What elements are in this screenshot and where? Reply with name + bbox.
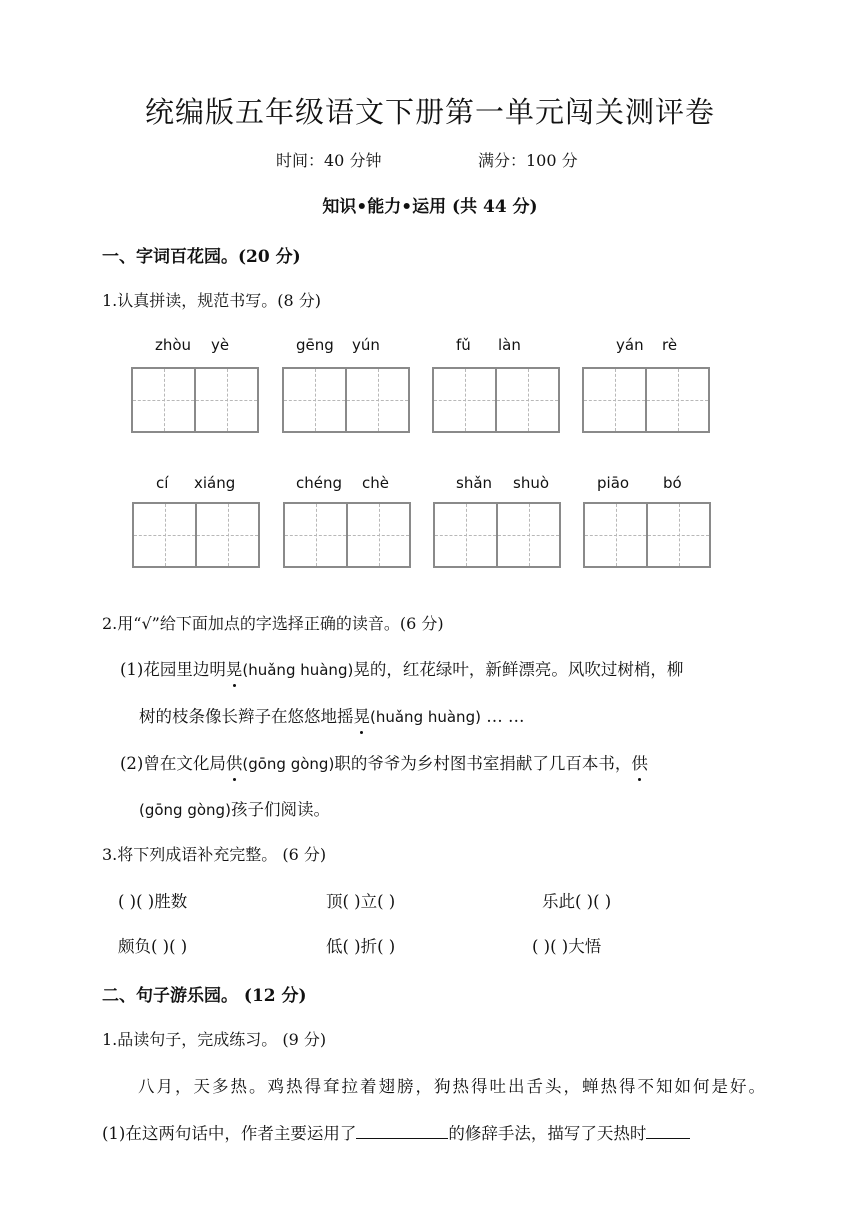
q2-sentence-1-line-2 <box>139 703 524 727</box>
sentence-text: 职的爷爷为乡村图书室捐献了几百本书， <box>334 754 632 773</box>
q1-prompt: 1.认真拼读，规范书写。(8 分) <box>102 291 322 310</box>
writing-grid[interactable] <box>583 502 711 566</box>
sentence-text: 晃的，红花绿叶，新鲜漂亮。风吹过树梢，柳 <box>353 660 684 679</box>
writing-grid[interactable] <box>282 367 410 431</box>
pinyin-options[interactable]: (gōng gòng) <box>242 755 335 773</box>
pinyin: gēng <box>296 336 334 354</box>
dotted-character: 供 <box>631 750 648 774</box>
pinyin: chè <box>362 474 389 492</box>
dotted-character: 晃 <box>354 703 371 727</box>
pinyin: shǎn <box>456 474 493 492</box>
s2-q1-prompt: 1.品读句子，完成练习。 (9 分) <box>102 1030 327 1049</box>
s2-q1-sub1 <box>102 1120 690 1144</box>
q2-sentence-2-line-2 <box>139 796 330 820</box>
pinyin: piāo <box>597 474 630 492</box>
pinyin: yán <box>616 336 644 354</box>
pinyin: chéng <box>296 474 343 492</box>
reading-passage: 八月，天多热。鸡热得耷拉着翅膀，狗热得吐出舌头，蝉热得不知如何是好。 <box>138 1077 767 1096</box>
idiom-item[interactable]: 颇负( )( ) <box>118 937 188 956</box>
dotted-character: 供 <box>226 750 243 774</box>
writing-grid[interactable] <box>432 367 560 431</box>
answer-blank[interactable] <box>646 1138 690 1139</box>
pinyin-options[interactable]: (huǎng huàng) <box>370 708 481 726</box>
sentence-text: (1)花园里边明 <box>120 660 226 679</box>
question-text: (1)在这两句话中，作者主要运用了 <box>102 1124 357 1143</box>
pinyin: xiáng <box>194 474 236 492</box>
q3-prompt: 3.将下列成语补充完整。 (6 分) <box>102 845 327 864</box>
writing-grid[interactable] <box>283 502 411 566</box>
idiom-item[interactable]: 低( )折( ) <box>326 937 396 956</box>
sentence-text: 孩子们阅读。 <box>230 800 330 819</box>
section2-title: 二、句子游乐园。 (12 分) <box>102 986 307 1006</box>
writing-grid[interactable] <box>132 502 260 566</box>
section1-title: 一、字词百花园。(20 分) <box>102 247 301 267</box>
pinyin-row-2 <box>0 474 860 504</box>
pinyin: rè <box>662 336 678 354</box>
pinyin: zhòu <box>155 336 192 354</box>
idiom-item[interactable]: ( )( )大悟 <box>532 937 602 956</box>
q2-sentence-2-line-1 <box>120 750 648 774</box>
page-title: 统编版五年级语文下册第一单元闯关测评卷 <box>144 95 715 129</box>
sentence-text: … … <box>480 707 525 726</box>
question-text: 的修辞手法，描写了天热时 <box>448 1124 647 1143</box>
sentence-text: 树的枝条像长辫子在悠悠地摇 <box>139 707 354 726</box>
pinyin: bó <box>663 474 682 492</box>
writing-grid[interactable] <box>582 367 710 431</box>
pinyin: cí <box>156 474 169 492</box>
idiom-item[interactable]: ( )( )胜数 <box>118 892 188 911</box>
pinyin: làn <box>498 336 521 354</box>
q2-prompt: 2.用“√”给下面加点的字选择正确的读音。(6 分) <box>102 614 444 633</box>
time-label: 时间：40 分钟 <box>276 151 382 170</box>
pinyin-options[interactable]: (huǎng huàng) <box>242 661 354 679</box>
pinyin: yún <box>352 336 380 354</box>
idiom-item[interactable]: 乐此( )( ) <box>542 892 612 911</box>
part-title: 知识•能力•运用 (共 44 分) <box>322 197 538 217</box>
writing-grid[interactable] <box>131 367 259 431</box>
pinyin: yè <box>211 336 230 354</box>
idiom-item[interactable]: 顶( )立( ) <box>326 892 396 911</box>
dotted-character: 晃 <box>226 656 243 680</box>
answer-blank[interactable] <box>356 1138 448 1139</box>
writing-grid[interactable] <box>433 502 561 566</box>
pinyin-row-1 <box>0 336 860 366</box>
sentence-text: (2)曾在文化局 <box>120 754 226 773</box>
pinyin: shuò <box>513 474 550 492</box>
pinyin-options[interactable]: (gōng gòng) <box>139 801 231 819</box>
q2-sentence-1-line-1 <box>120 656 683 680</box>
pinyin: fǔ <box>456 336 471 354</box>
score-label: 满分：100 分 <box>478 151 578 170</box>
